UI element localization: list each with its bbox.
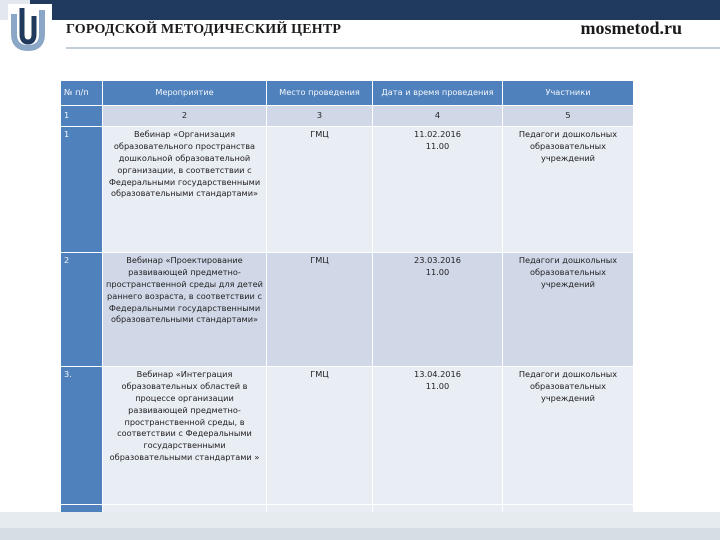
col-header-event: Мероприятие xyxy=(103,81,267,106)
column-number: 2 xyxy=(103,106,267,127)
row-participants: Педагоги дошкольных образовательных учреждений xyxy=(503,367,634,505)
column-number: 5 xyxy=(503,106,634,127)
row-number: 2 xyxy=(61,253,103,367)
row-time: 11.00 xyxy=(425,380,450,391)
column-number: 4 xyxy=(373,106,503,127)
col-header-place: Место проведения xyxy=(267,81,373,106)
column-numbers-row xyxy=(61,106,634,127)
row-event: Вебинар «Проектирование развивающей предметно-пространственной среды для детей раннего возраста, в соответствии с Федеральными государственными образовательными стандартами» xyxy=(103,253,267,367)
site-link[interactable]: mosmetod.ru xyxy=(580,18,682,38)
col-header-date: Дата и время проведения xyxy=(373,81,503,106)
column-number: 1 xyxy=(61,106,103,127)
row-number: 1 xyxy=(61,127,103,253)
mosmetod-logo-icon xyxy=(8,4,52,52)
row-datetime xyxy=(373,253,503,367)
row-participants: Педагоги дошкольных образовательных учреждений xyxy=(503,253,634,367)
row-datetime xyxy=(373,367,503,505)
row-place: ГМЦ xyxy=(267,127,373,253)
table-header-row xyxy=(61,81,634,106)
row-date: 23.03.2016 xyxy=(414,255,461,265)
center-name: ГОРОДСКОЙ МЕТОДИЧЕСКИЙ ЦЕНТР xyxy=(66,22,342,37)
table-row xyxy=(61,127,634,253)
row-event: Вебинар «Интеграция образовательных областей в процессе организации развивающей предметно-пространственной среды, в соответствии с Федеральными государственными образовательными стандартами » xyxy=(103,367,267,505)
row-participants: Педагоги дошкольных образовательных учреждений xyxy=(503,127,634,253)
row-place: ГМЦ xyxy=(267,367,373,505)
row-number: 3. xyxy=(61,367,103,505)
top-decor-band xyxy=(0,0,720,20)
table-row xyxy=(61,253,634,367)
bottom-stripe xyxy=(0,528,720,540)
row-event: Вебинар «Организация образовательного пространства дошкольной образовательной организации, в соответствии с Федеральными государственными образовательными стандартами» xyxy=(103,127,267,253)
bottom-decor-band xyxy=(0,512,720,540)
top-dark-strip xyxy=(30,0,720,20)
row-place: ГМЦ xyxy=(267,253,373,367)
column-number: 3 xyxy=(267,106,373,127)
row-datetime xyxy=(373,127,503,253)
events-table xyxy=(60,80,634,514)
table-row xyxy=(61,367,634,505)
col-header-number: № п/п xyxy=(61,81,103,106)
row-time: 11.00 xyxy=(425,266,450,277)
row-time: 11.00 xyxy=(425,140,450,151)
header-divider xyxy=(66,47,720,49)
row-date: 11.02.2016 xyxy=(414,129,461,139)
row-date: 13.04.2016 xyxy=(414,369,461,379)
col-header-participants: Участники xyxy=(503,81,634,106)
